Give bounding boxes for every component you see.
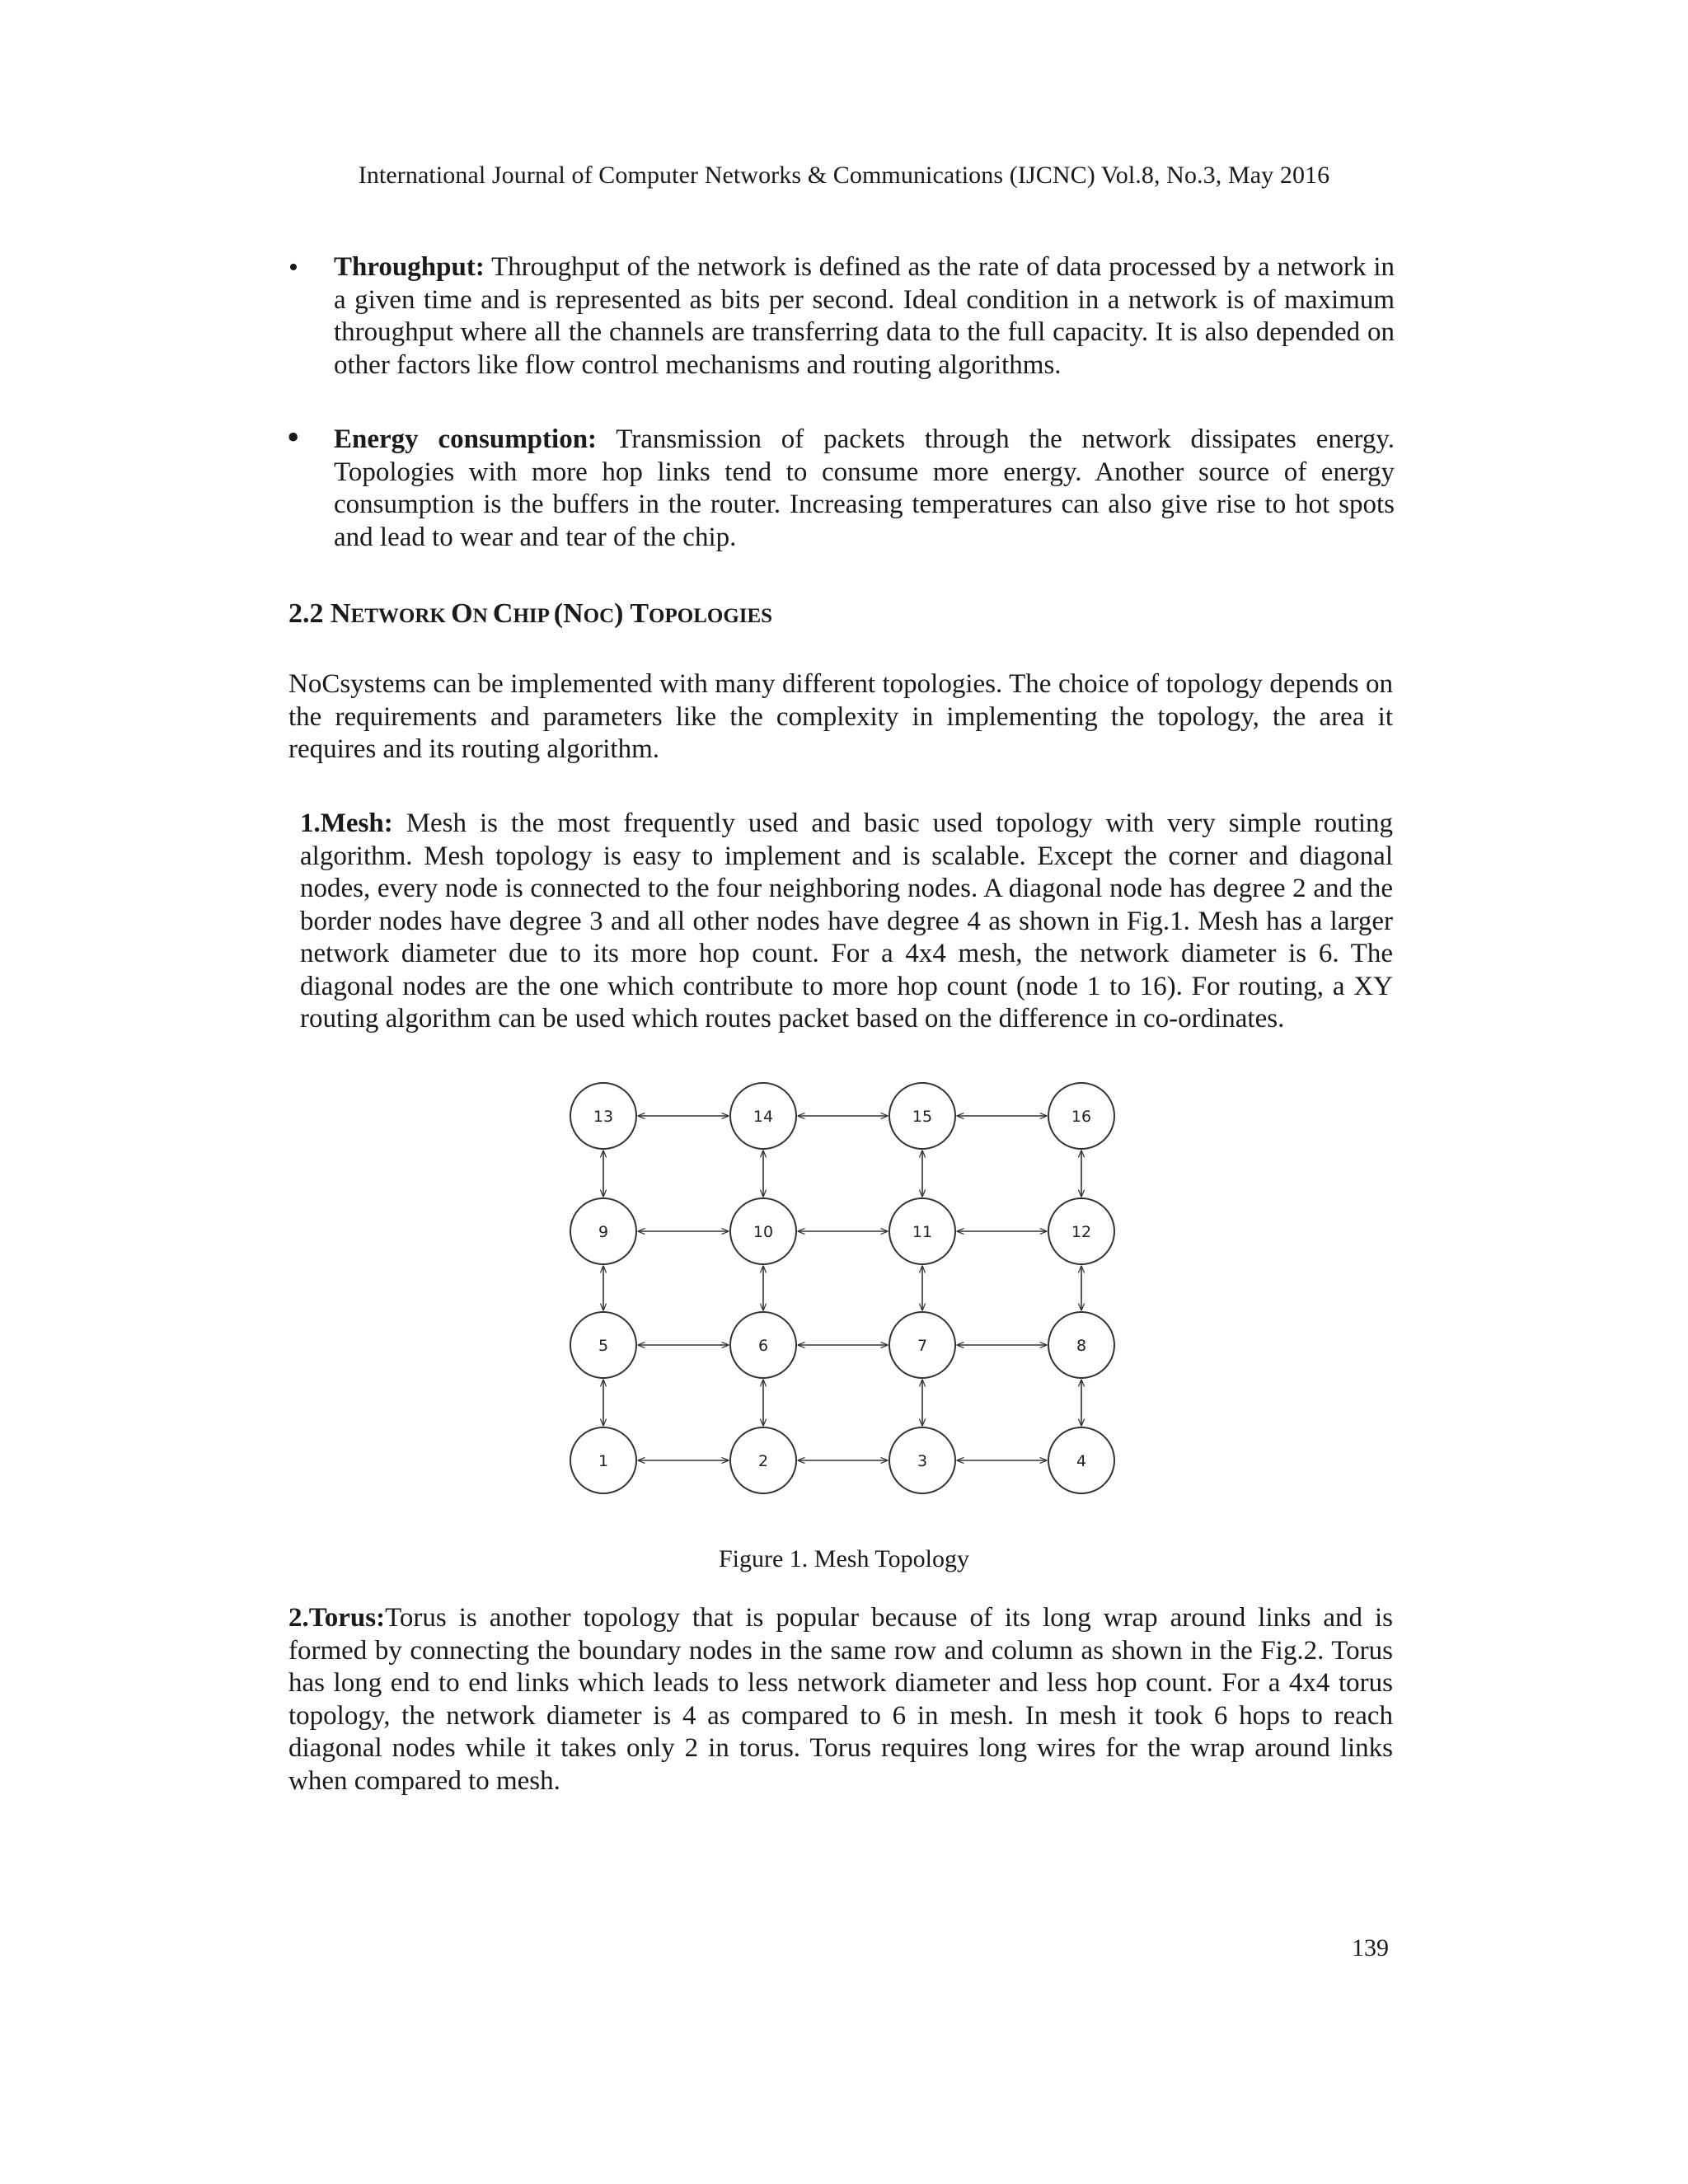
- bullet-text: Throughput of the network is defined as the rate of data processed by a network in a given time and is represented as bits per second. Ideal condition in a network is of maximum throughput where all the channels are transferring data to the full capacity. It is also depended on other factors like flow control mechanisms and routing algorithms.: [334, 252, 1395, 380]
- section-cap: N: [331, 598, 351, 629]
- node-label: 12: [1071, 1223, 1092, 1241]
- node-label: 15: [912, 1108, 933, 1126]
- section-smallcaps: ETWORK: [350, 605, 452, 627]
- section-cap: C: [492, 598, 513, 629]
- node-label: 13: [593, 1108, 614, 1126]
- node-label: 16: [1071, 1108, 1092, 1126]
- node-label: 7: [917, 1337, 928, 1355]
- torus-paragraph: [288, 1602, 1393, 1797]
- mesh-topology-figure: [565, 1073, 1123, 1502]
- torus-text: Torus is another topology that is popular because of its long wrap around links and is formed by connecting the boundary nodes in the same row and column as shown in the Fig.2. Torus has long end to end links which leads to less network diameter and less hop count. For a 4x4 torus topology, the network diameter is 4 as compared to 6 in mesh. In mesh it took 6 hops to reach diagonal nodes while it takes only 2 in torus. Torus requires long wires for the wrap around links when compared to mesh.: [288, 1603, 1393, 1796]
- bullet-term: Energy consumption:: [334, 424, 598, 454]
- section-cap: (N: [553, 598, 584, 629]
- bullet-throughput: [288, 251, 1395, 382]
- node-label: 2: [757, 1452, 769, 1470]
- mesh-text: Mesh is the most frequently used and basic used topology with very simple routing algorithm. Mesh topology is easy to implement and is scalable. Except the corner and diagonal nodes, every node is connected to the four neighboring nodes. A diagonal node has degree 2 and the border nodes have degree 3 and all other nodes have degree 4 as shown in Fig.1. Mesh has a larger network diameter due to its more hop count. For a 4x4 mesh, the network diameter is 6. The diagonal nodes are the one which contribute to more hop count (node 1 to 16). For routing, a XY routing algorithm can be used which routes packet based on the difference in co-ordinates.: [300, 808, 1393, 1033]
- intro-paragraph: NoCsystems can be implemented with many different topologies. The choice of topology depends on the requirements and parameters like the complexity in implementing the topology, the area it requires and its routing algorithm.: [288, 669, 1393, 764]
- mesh-topology-diagram: [565, 1073, 1123, 1502]
- section-smallcaps: N: [472, 605, 493, 627]
- node-label: 4: [1076, 1452, 1087, 1470]
- mesh-node: [730, 1427, 796, 1493]
- node-label: 11: [912, 1223, 933, 1241]
- node-label: 1: [598, 1452, 609, 1470]
- node-label: 9: [598, 1223, 609, 1241]
- node-label: 8: [1076, 1337, 1087, 1355]
- bullet-dot: •: [287, 417, 300, 457]
- node-label: 3: [917, 1452, 928, 1470]
- section-smallcaps: HIP: [513, 605, 554, 627]
- bullet-term: Throughput:: [334, 252, 485, 282]
- section-cap: O: [451, 598, 473, 629]
- section-smallcaps: OC: [583, 605, 615, 627]
- bullet-dot: •: [288, 252, 298, 283]
- mesh-node: [570, 1312, 636, 1378]
- mesh-node: [730, 1083, 796, 1149]
- bullet-text: Transmission of packets through the network dissipates energy. Topologies with more hop links tend to consume more energy. Another source of energy consumption is the buffers in the router. Increasing temperatures can also give rise to hot spots and lead to wear and tear of the chip.: [334, 424, 1395, 552]
- figure-caption: Figure 1. Mesh Topology: [718, 1545, 969, 1572]
- mesh-node: [1048, 1427, 1114, 1493]
- mesh-node: [570, 1198, 636, 1264]
- running-header: International Journal of Computer Networks & Communications (IJCNC) Vol.8, No.3, May 2016: [358, 162, 1330, 189]
- node-label: 6: [757, 1337, 769, 1355]
- mesh-node: [1048, 1198, 1114, 1264]
- section-smallcaps: OPOLOGIES: [649, 605, 773, 627]
- mesh-node: [1048, 1312, 1114, 1378]
- torus-term: 2.Torus:: [288, 1603, 386, 1633]
- mesh-node: [889, 1312, 955, 1378]
- mesh-node: [889, 1427, 955, 1493]
- page-number: 139: [1352, 1934, 1389, 1961]
- mesh-node: [1048, 1083, 1114, 1149]
- mesh-node: [889, 1083, 955, 1149]
- mesh-node: [730, 1312, 796, 1378]
- node-label: 5: [598, 1337, 609, 1355]
- mesh-node: [570, 1083, 636, 1149]
- section-heading: [288, 598, 772, 630]
- mesh-paragraph: [300, 808, 1393, 1036]
- mesh-node: [570, 1427, 636, 1493]
- mesh-term: 1.Mesh:: [300, 808, 393, 838]
- node-label: 10: [753, 1223, 774, 1241]
- mesh-node: [889, 1198, 955, 1264]
- bullet-energy: [287, 417, 1395, 554]
- mesh-node: [730, 1198, 796, 1264]
- node-label: 14: [753, 1108, 774, 1126]
- section-cap: ) T: [614, 598, 649, 629]
- section-number: 2.2: [288, 598, 331, 629]
